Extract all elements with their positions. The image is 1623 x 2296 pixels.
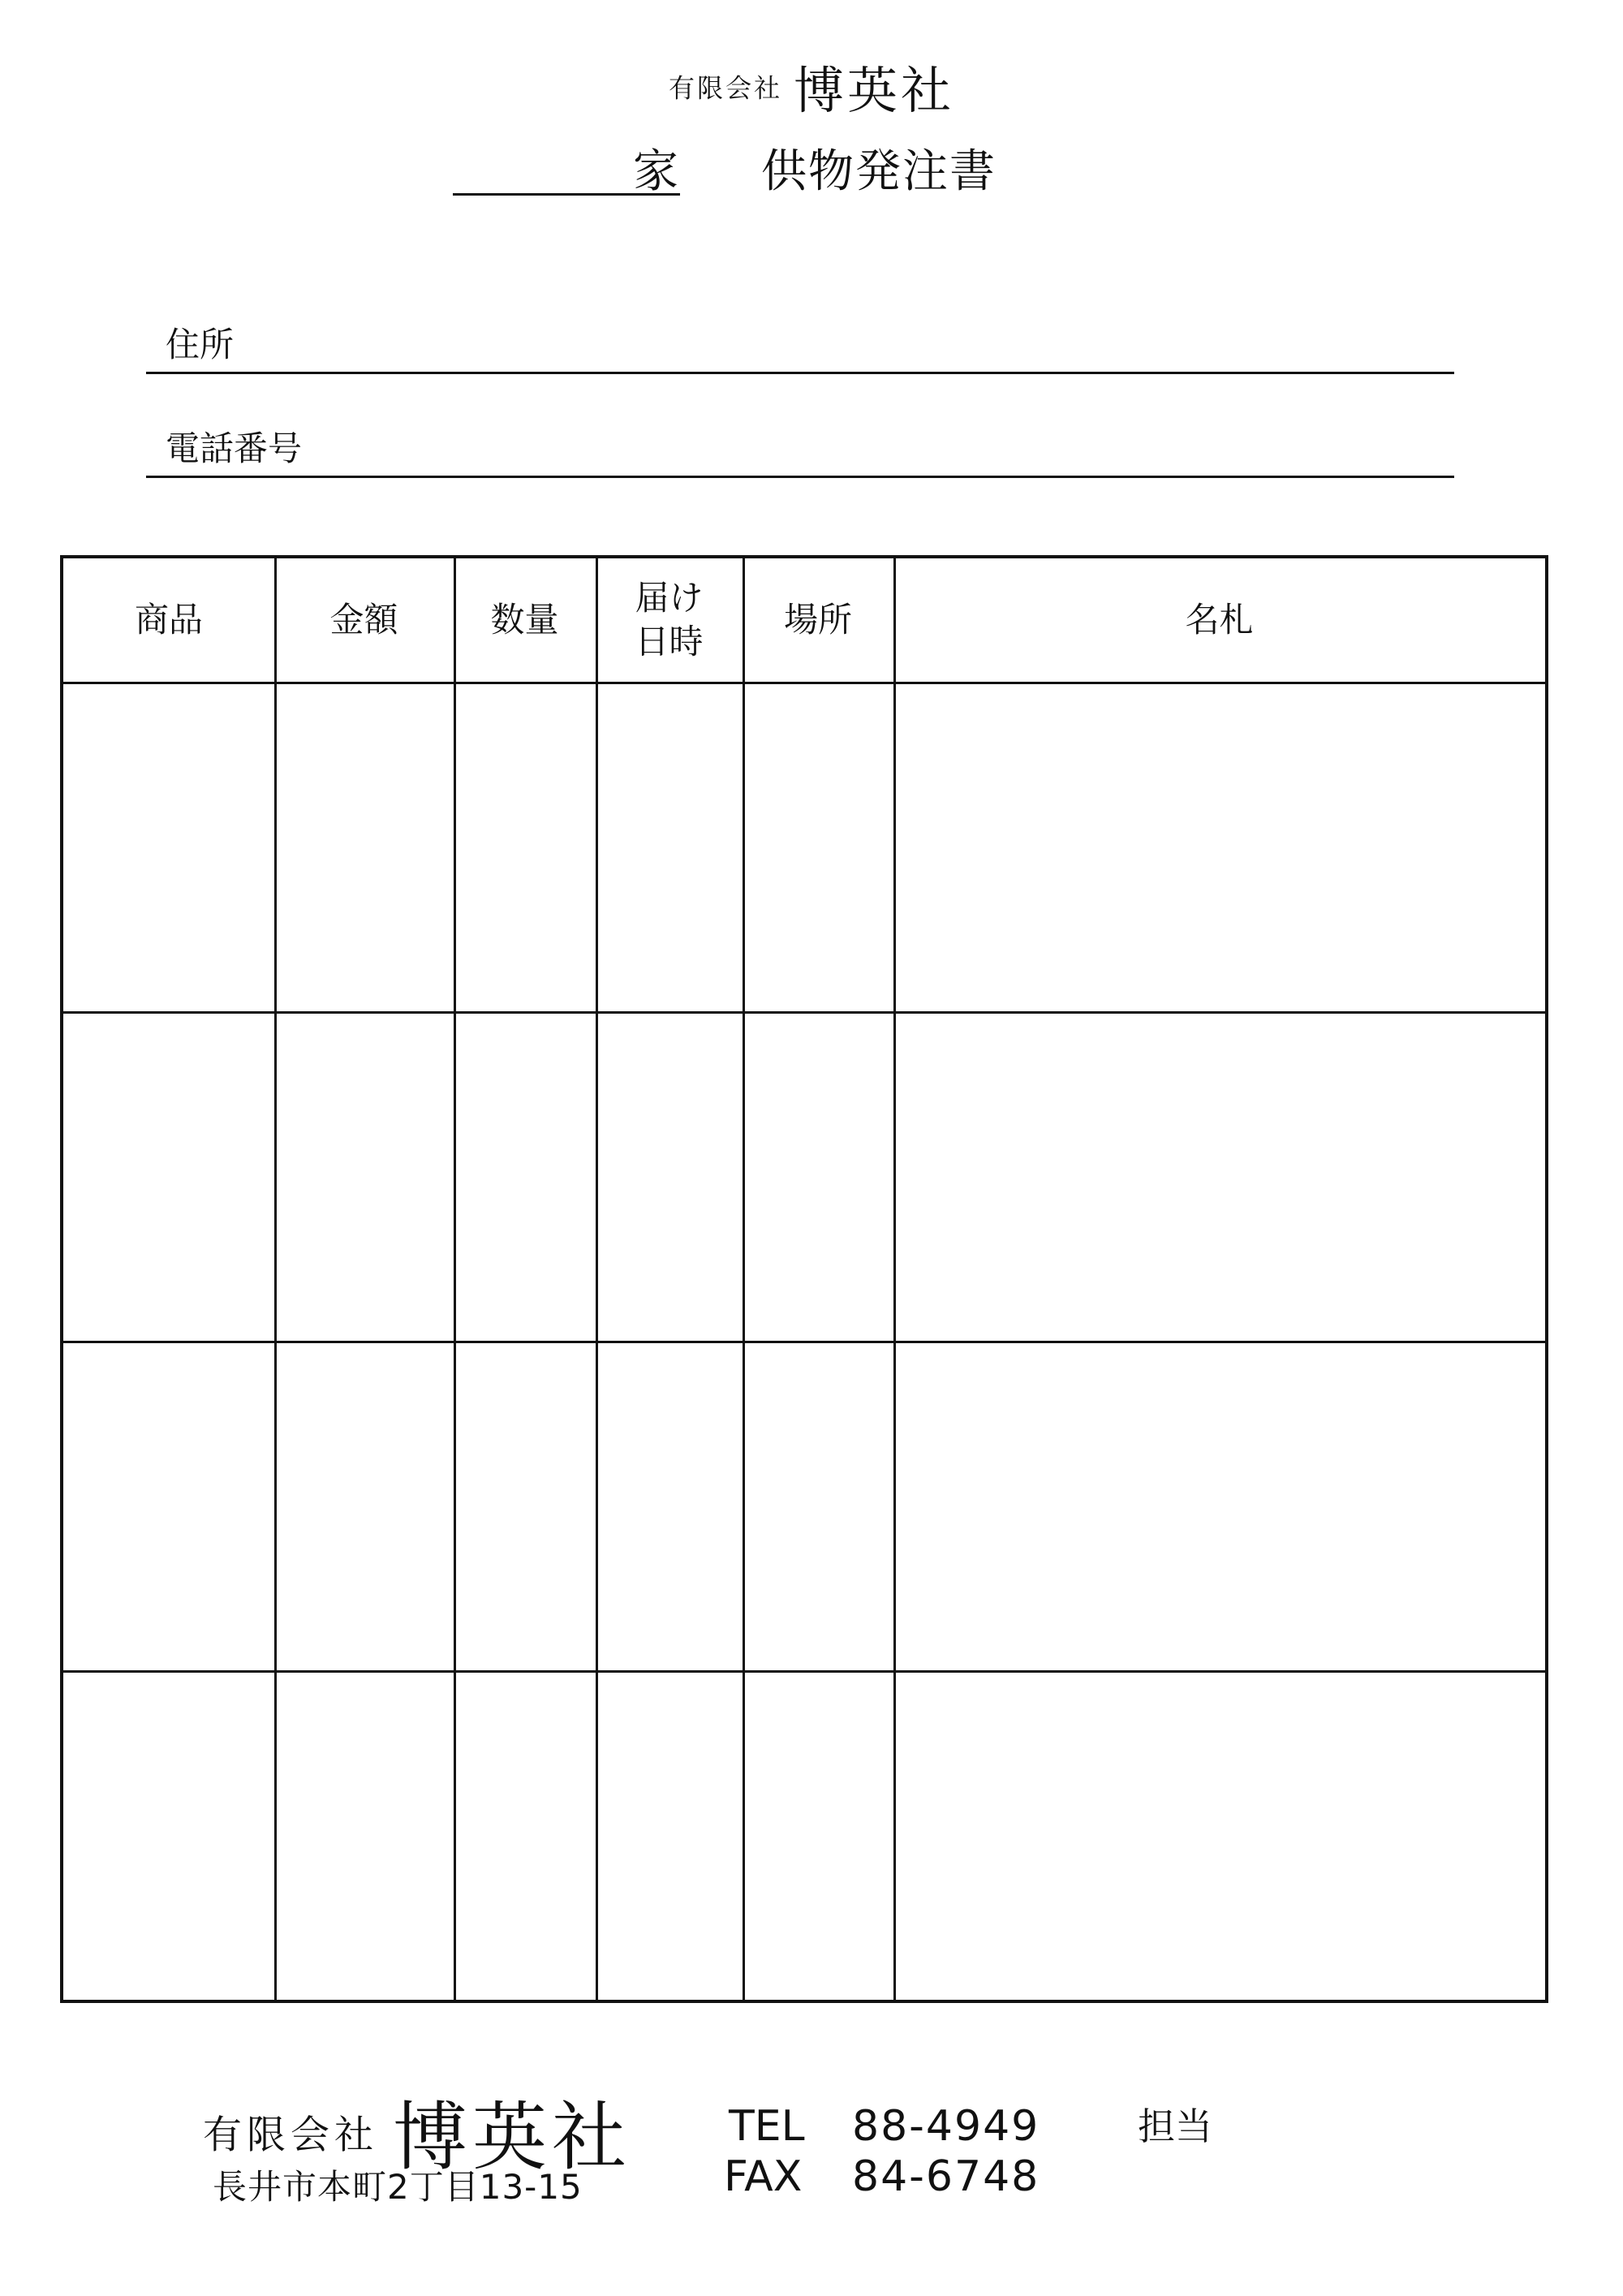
column-header-delivery-datetime: 届け 日時 xyxy=(635,578,704,661)
address-label: 住所 xyxy=(166,325,235,364)
table-column-divider xyxy=(274,558,277,2000)
table-row-divider xyxy=(63,1011,1545,1014)
column-header-quantity: 数量 xyxy=(490,600,559,640)
order-table xyxy=(60,555,1548,2003)
phone-label: 電話番号 xyxy=(166,429,303,468)
family-suffix: 家 xyxy=(633,145,678,198)
table-column-divider xyxy=(454,558,456,2000)
table-column-divider xyxy=(743,558,745,2000)
table-column-divider xyxy=(596,558,598,2000)
address-field-line xyxy=(146,372,1454,374)
table-header-divider xyxy=(63,682,1545,684)
company-type: 有限会社 xyxy=(668,72,782,104)
document-title: 供物発注書 xyxy=(761,145,997,198)
column-header-place: 場所 xyxy=(783,600,852,640)
column-header-nameplate: 名札 xyxy=(1185,600,1254,640)
phone-field-line xyxy=(146,476,1454,478)
company-name: 博英社 xyxy=(794,61,955,120)
column-header-amount: 金額 xyxy=(329,600,398,640)
column-header-product: 商品 xyxy=(134,600,203,640)
footer-company-name: 博英社 xyxy=(393,2094,632,2181)
tel-label: TEL xyxy=(729,2102,805,2151)
staff-label: 担当 xyxy=(1138,2104,1212,2148)
company-header xyxy=(0,50,1623,123)
table-row-divider xyxy=(63,1341,1545,1343)
table-row-divider xyxy=(63,1670,1545,1673)
fax-number: 84-6748 xyxy=(852,2152,1040,2201)
footer-company-type: 有限会社 xyxy=(203,2112,379,2158)
table-column-divider xyxy=(893,558,896,2000)
fax-label: FAX xyxy=(724,2152,803,2201)
tel-number: 88-4949 xyxy=(852,2102,1040,2151)
footer-address: 長井市本町2丁目13-15 xyxy=(213,2167,583,2207)
